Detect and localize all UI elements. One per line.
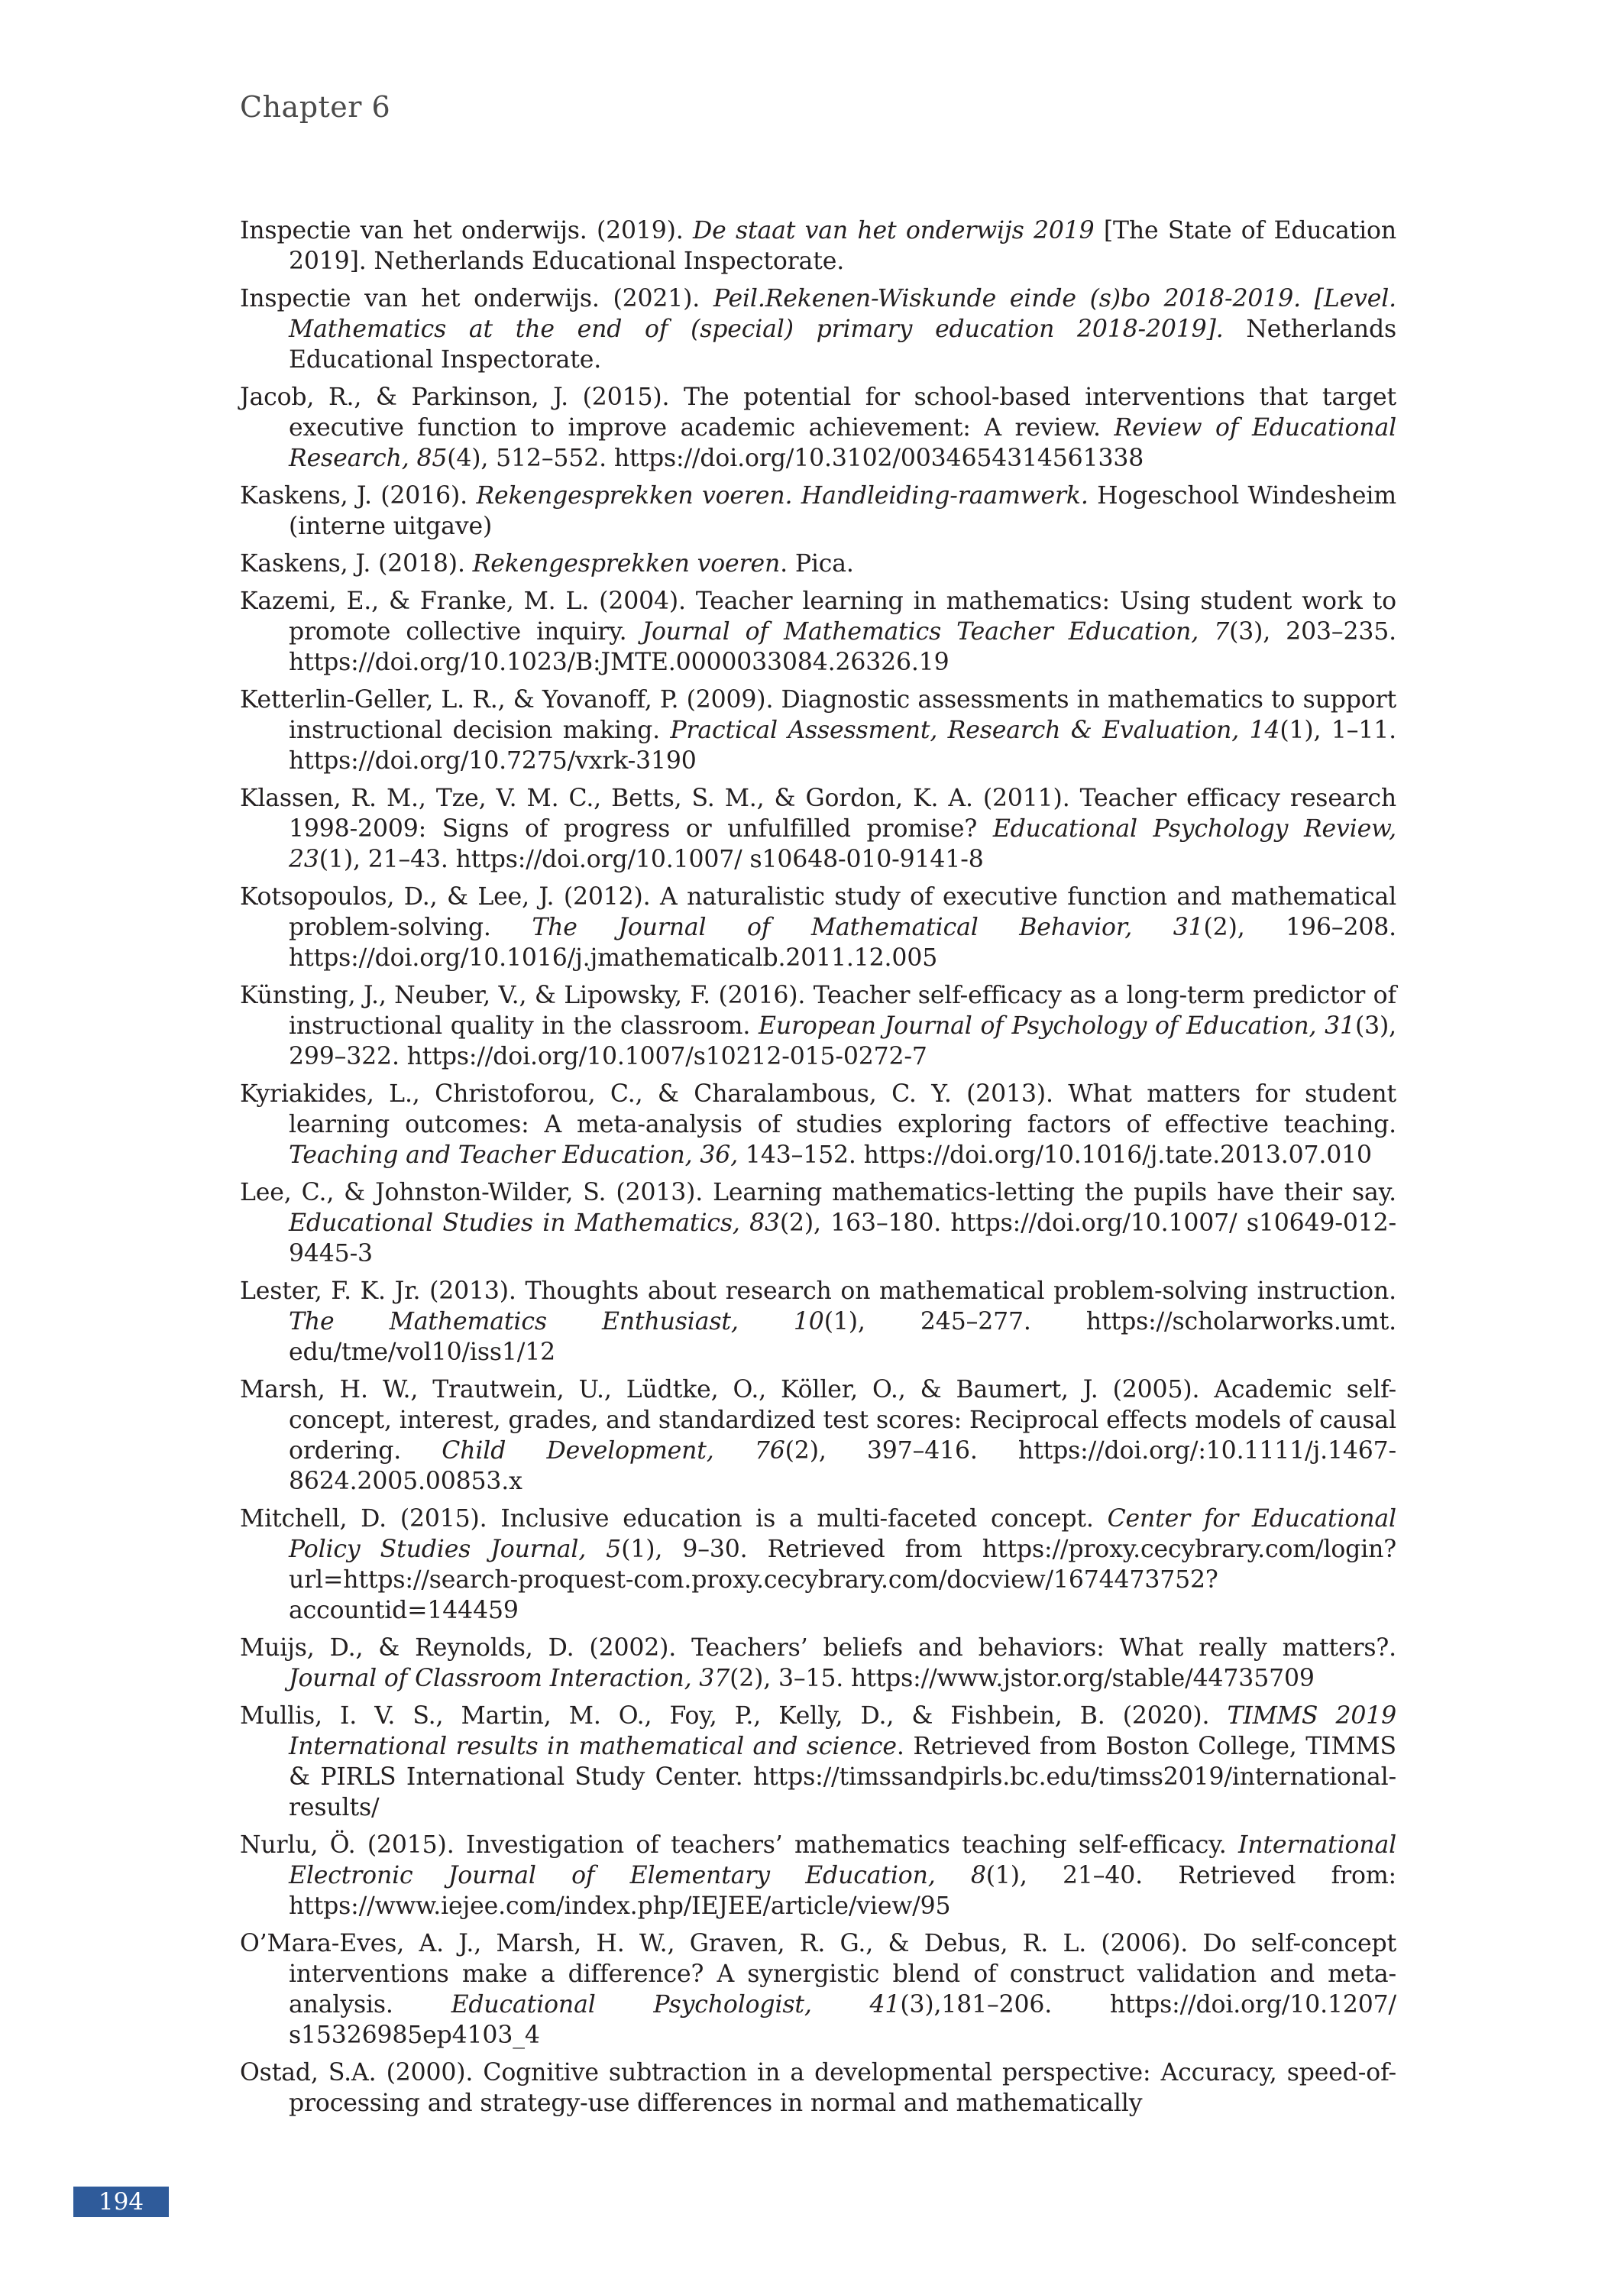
reference-item: Kotsopoulos, D., & Lee, J. (2012). A naturalistic study of executive function and mathematical problem-solving. The Journal of Mathematical Behavior, 31(2), 196–208. https://doi.org/10.1016/j.jmathematicalb.2011.12.005 [240, 883, 1396, 972]
reference-item: Ketterlin-Geller, L. R., & Yovanoff, P. (2009). Diagnostic assessments in mathematics to support instructional decision making. Practical Assessment, Research & Evaluation, 14(1), 1–11. https://doi.org/10.7275/vxrk-3190 [240, 686, 1396, 775]
chapter-header: Chapter 6 [240, 90, 391, 124]
reference-item: Mitchell, D. (2015). Inclusive education is a multi-faceted concept. Center for Educational Policy Studies Journal, 5(1), 9–30. Retrieved from https://proxy.cecybrary.com/login?url=https://search-proquest-com.proxy.cecybrary.com/docview/1674473752?accountid=144459 [240, 1505, 1396, 1624]
reference-item: Mullis, I. V. S., Martin, M. O., Foy, P., Kelly, D., & Fishbein, B. (2020). TIMMS 2019 International results in mathematical and science. Retrieved from Boston College, TIMMS & PIRLS International Study Center. https://timssandpirls.bc.edu/timss2019/international-results/ [240, 1702, 1397, 1821]
reference-item: O’Mara-Eves, A. J., Marsh, H. W., Graven, R. G., & Debus, R. L. (2006). Do self-concept interventions make a difference? A synergistic blend of construct validation and meta-analysis. Educational Psychologist, 41(3),181–206. https://doi.org/10.1207/ s15326985ep4103_4 [240, 1930, 1396, 2049]
reference-item: Lester, F. K. Jr. (2013). Thoughts about research on mathematical problem-solving instruction. The Mathematics Enthusiast, 10(1), 245–277. https://scholarworks.umt. edu/tme/vol10/iss1/12 [240, 1277, 1396, 1366]
reference-item: Nurlu, Ö. (2015). Investigation of teachers’ mathematics teaching self-efficacy. International Electronic Journal of Elementary Education, 8(1), 21–40. Retrieved from: https://www.iejee.com/index.php/IEJEE/article/view/95 [240, 1831, 1396, 1920]
reference-item: Inspectie van het onderwijs. (2019). De staat van het onderwijs 2019 [The State of Education 2019]. Netherlands Educational Inspectorate. [240, 217, 1396, 275]
reference-item: Inspectie van het onderwijs. (2021). Peil.Rekenen-Wiskunde einde (s)bo 2018-2019. [Level. Mathematics at the end of (special) primary education 2018-2019]. Netherlands Educational Inspectorate. [240, 285, 1396, 374]
reference-list [240, 215, 1396, 2125]
reference-item: Kyriakides, L., Christoforou, C., & Charalambous, C. Y. (2013). What matters for student learning outcomes: A meta-analysis of studies exploring factors of effective teaching. Teaching and Teacher Education, 36, 143–152. https://doi.org/10.1016/j.tate.2013.07.010 [240, 1080, 1396, 1169]
reference-item: Lee, C., & Johnston-Wilder, S. (2013). Learning mathematics-letting the pupils have their say. Educational Studies in Mathematics, 83(2), 163–180. https://doi.org/10.1007/ s10649-012-9445-3 [240, 1179, 1396, 1267]
reference-item: Kazemi, E., & Franke, M. L. (2004). Teacher learning in mathematics: Using student work to promote collective inquiry. Journal of Mathematics Teacher Education, 7(3), 203–235. https://doi.org/10.1023/B:JMTE.0000033084.26326.19 [240, 588, 1396, 676]
reference-item: Muijs, D., & Reynolds, D. (2002). Teachers’ beliefs and behaviors: What really matters?. Journal of Classroom Interaction, 37(2), 3–15. https://www.jstor.org/stable/44735709 [240, 1634, 1396, 1692]
page-number: 194 [73, 2187, 169, 2217]
reference-item: Marsh, H. W., Trautwein, U., Lüdtke, O., Köller, O., & Baumert, J. (2005). Academic self-concept, interest, grades, and standardized test scores: Reciprocal effects models of causal ordering. Child Development, 76(2), 397–416. https://doi.org/:10.1111/j.1467-8624.2005.00853.x [240, 1376, 1396, 1495]
reference-item: Kaskens, J. (2016). Rekengesprekken voeren. Handleiding-raamwerk. Hogeschool Windesheim (interne uitgave) [240, 482, 1396, 540]
reference-item: Jacob, R., & Parkinson, J. (2015). The potential for school-based interventions that target executive function to improve academic achievement: A review. Review of Educational Research, 85(4), 512–552. https://doi.org/10.3102/0034654314561338 [240, 384, 1396, 472]
reference-item: Kaskens, J. (2018). Rekengesprekken voeren. Pica. [240, 550, 854, 578]
reference-item: Klassen, R. M., Tze, V. M. C., Betts, S. M., & Gordon, K. A. (2011). Teacher efficacy research 1998-2009: Signs of progress or unfulfilled promise? Educational Psychology Review, 23(1), 21–43. https://doi.org/10.1007/ s10648-010-9141-8 [240, 785, 1396, 873]
reference-item: Ostad, S.A. (2000). Cognitive subtraction in a developmental perspective: Accuracy, speed-of-processing and strategy-use differences in normal and mathematically [240, 2059, 1396, 2117]
reference-item: Künsting, J., Neuber, V., & Lipowsky, F. (2016). Teacher self-efficacy as a long-term predictor of instructional quality in the classroom. European Journal of Psychology of Education, 31(3), 299–322. https://doi.org/10.1007/s10212-015-0272-7 [240, 982, 1396, 1070]
